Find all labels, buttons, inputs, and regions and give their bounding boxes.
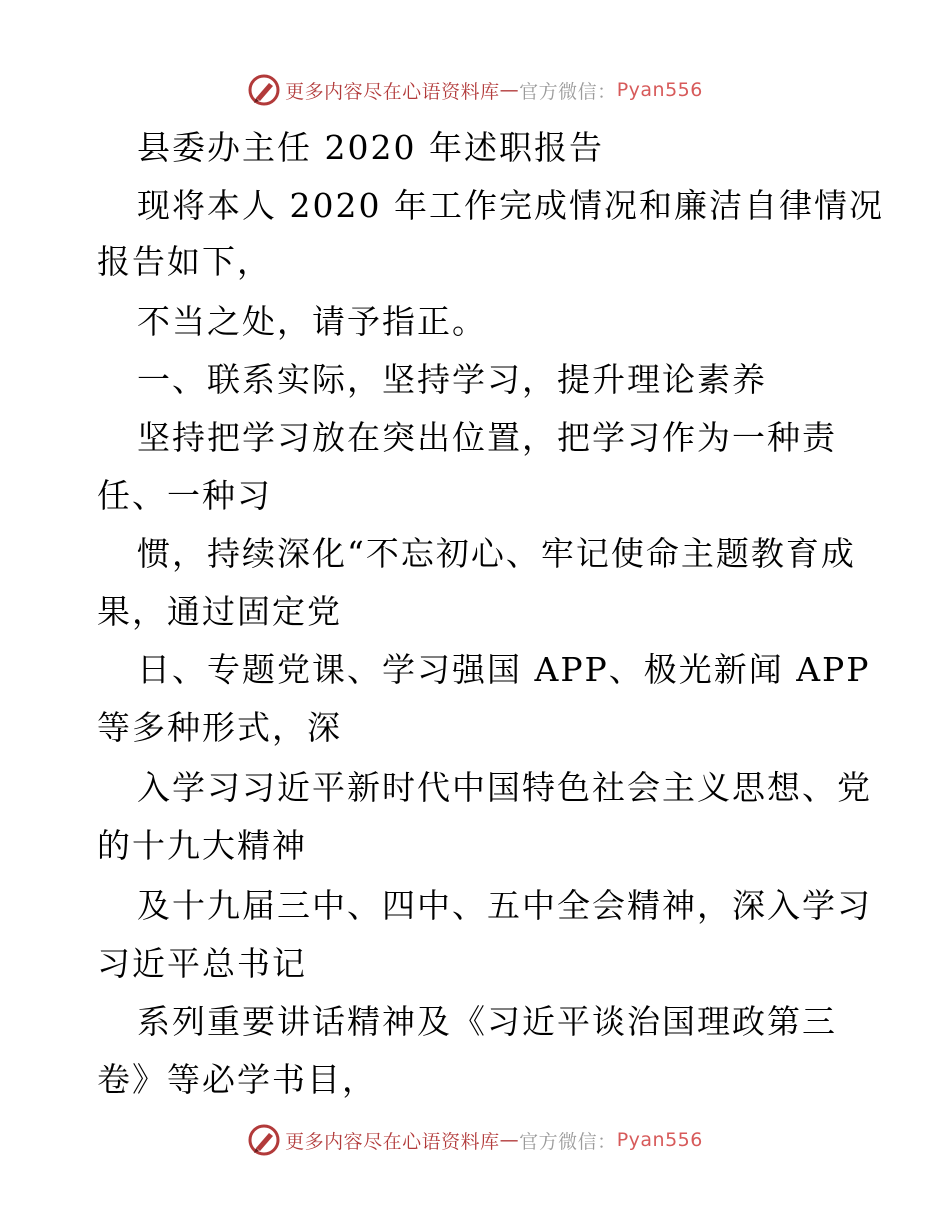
footer-site-text: 更多内容尽在心语资料库	[285, 1130, 500, 1153]
paragraph-line: 卷》等必学书目，	[97, 1060, 377, 1099]
header-wechat-id: Pyan556	[616, 79, 703, 101]
document-title: 县委办主任 2020 年述职报告	[137, 128, 604, 167]
paragraph-line: 习近平总书记	[97, 944, 307, 983]
paragraph-line: 系列重要讲话精神及《习近平谈治国理政第三	[137, 1002, 837, 1041]
footer-banner	[0, 1120, 950, 1160]
section-heading: 一、联系实际，坚持学习，提升理论素养	[137, 360, 767, 399]
header-banner	[0, 70, 950, 110]
pen-logo-icon	[247, 1123, 281, 1157]
paragraph-line: 等多种形式，深	[97, 708, 342, 747]
header-site-text: 更多内容尽在心语资料库	[285, 80, 500, 103]
paragraph-line: 现将本人 2020 年工作完成情况和廉洁自律情况	[137, 186, 884, 225]
paragraph-line: 坚持把学习放在突出位置，把学习作为一种责	[137, 418, 837, 457]
header-dash: —	[499, 79, 520, 101]
footer-wechat-id: Pyan556	[616, 1129, 703, 1151]
paragraph-line: 果，通过固定党	[97, 592, 342, 631]
header-wechat-label: 官方微信：	[519, 80, 617, 103]
paragraph-line: 日、专题党课、学习强国 APP、极光新闻 APP	[137, 650, 871, 689]
paragraph-line: 不当之处，请予指正。	[137, 302, 487, 341]
paragraph-line: 的十九大精神	[97, 826, 307, 865]
paragraph-line: 及十九届三中、四中、五中全会精神，深入学习	[137, 886, 872, 925]
paragraph-line: 惯，持续深化“不忘初心、牢记使命主题教育成	[137, 534, 856, 573]
footer-dash: —	[499, 1129, 520, 1151]
paragraph-line: 入学习习近平新时代中国特色社会主义思想、党	[137, 768, 872, 807]
paragraph-line: 任、一种习	[97, 476, 272, 515]
pen-logo-icon	[247, 73, 281, 107]
footer-wechat-label: 官方微信：	[519, 1130, 617, 1153]
paragraph-line: 报告如下，	[97, 242, 272, 281]
